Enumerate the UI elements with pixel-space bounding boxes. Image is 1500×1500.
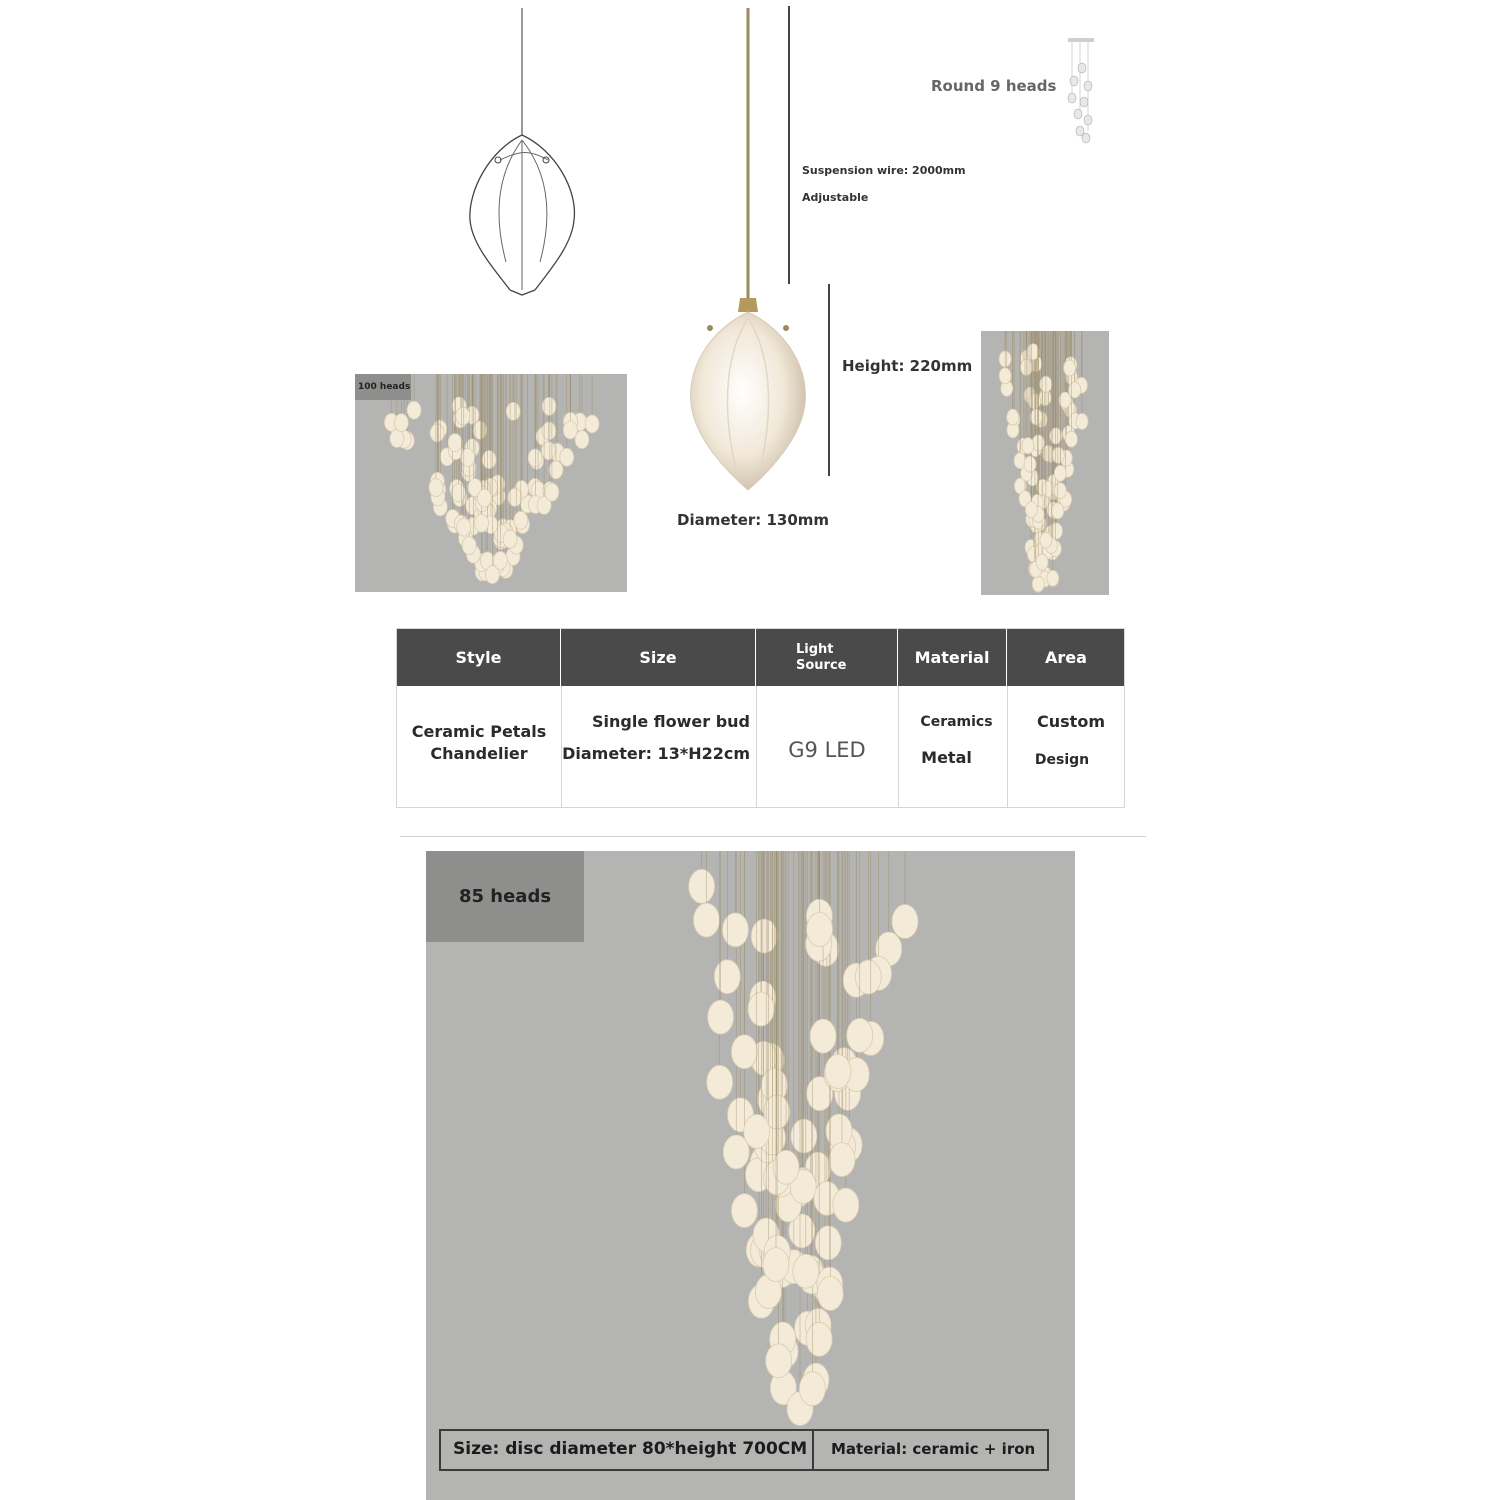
material-line-2: Metal [921, 748, 972, 767]
header-material: Material [898, 629, 1007, 686]
heads-badge: 85 heads [426, 851, 584, 942]
ceramic-bud [744, 1114, 770, 1148]
ceramic-bud [1022, 438, 1034, 454]
header-style: Style [397, 629, 561, 686]
ceramic-bud [475, 514, 489, 532]
ceramic-bud [825, 1055, 851, 1089]
area-line-2: Design [1034, 752, 1090, 768]
ceramic-bud [1032, 576, 1044, 592]
round-9-heads-thumbnail [1060, 36, 1100, 144]
ceramic-bud [722, 913, 748, 947]
hundred-heads-badge: 100 heads [355, 374, 411, 400]
ceramic-bud [1052, 503, 1064, 519]
ceramic-bud [1051, 523, 1063, 539]
ceramic-bud [461, 448, 475, 466]
ceramic-bud [457, 518, 471, 536]
ceramic-bud [1065, 431, 1077, 447]
ceramic-bud [799, 1372, 825, 1406]
style-value: Ceramic Petals Chandelier [411, 722, 547, 763]
ceramic-bud [763, 1248, 789, 1282]
tall-cluster [981, 331, 1109, 595]
spec-table-header [397, 629, 1124, 686]
ceramic-bud [807, 913, 833, 947]
ceramic-bud [731, 1035, 757, 1069]
ceramic-bud [448, 434, 462, 452]
pendant-outline-drawing [460, 0, 590, 300]
ceramic-bud [708, 1000, 734, 1034]
ceramic-bud [1052, 447, 1064, 463]
ceramic-bud [693, 903, 719, 937]
ceramic-bud [847, 1018, 873, 1052]
ceramic-bud [707, 1065, 733, 1099]
spec-table [396, 628, 1125, 808]
ceramic-bud [1030, 409, 1042, 425]
height-dimension-line [828, 284, 830, 476]
ceramic-bud [528, 449, 542, 467]
ceramic-bud [689, 869, 715, 903]
ceramic-bud [714, 960, 740, 994]
ceramic-bud [829, 1143, 855, 1177]
ceramic-bud [791, 1119, 817, 1153]
ceramic-bud [1040, 532, 1052, 548]
light-source-value: G9 LED [788, 738, 866, 762]
ceramic-bud [817, 1276, 843, 1310]
adjustable-label: Adjustable [802, 191, 869, 204]
suspension-wire-label: Suspension wire: 2000mm [802, 164, 966, 177]
ceramic-bud [390, 429, 404, 447]
section-divider [400, 836, 1146, 837]
header-area: Area [1045, 648, 1087, 667]
area-line-1: Custom [1037, 712, 1105, 731]
large-cluster [426, 851, 1075, 1500]
ceramic-bud [1025, 502, 1037, 518]
ceramic-bud [394, 414, 408, 432]
ceramic-bud [451, 484, 465, 502]
suspension-dimension-line [788, 6, 790, 284]
ceramic-bud [545, 483, 559, 501]
pendant-photo [670, 0, 830, 500]
ceramic-bud [1064, 360, 1076, 376]
column-divider [1007, 686, 1008, 808]
ceramic-bud [1054, 465, 1066, 481]
ceramic-bud [855, 960, 881, 994]
round-9-heads-label: Round 9 heads [931, 77, 1057, 95]
ceramic-bud [1042, 481, 1054, 497]
ceramic-bud [793, 1254, 819, 1288]
ceramic-bud [560, 448, 574, 466]
hundred-heads-cluster [355, 374, 627, 592]
ceramic-bud [456, 407, 470, 425]
ceramic-bud [999, 368, 1011, 384]
ceramic-bud [542, 442, 556, 460]
ceramic-bud [810, 1019, 836, 1053]
ceramic-bud [751, 919, 777, 953]
ceramic-bud [1036, 554, 1048, 570]
feature-material-text: Material: ceramic + iron [831, 1440, 1036, 1458]
ceramic-bud [477, 489, 491, 507]
ceramic-bud [1069, 382, 1081, 398]
ceramic-bud [1054, 483, 1066, 499]
ceramic-bud [493, 551, 507, 569]
ceramic-bud [585, 415, 599, 433]
ceramic-bud [563, 421, 577, 439]
size-line-2: Diameter: 13*H22cm [562, 744, 750, 763]
info-bar-divider [812, 1431, 814, 1469]
ceramic-bud [514, 511, 528, 529]
size-line-1: Single flower bud [592, 712, 750, 731]
ceramic-bud [407, 401, 421, 419]
ceramic-bud [462, 537, 476, 555]
hundred-heads-photo [355, 374, 627, 592]
feature-info-bar [439, 1429, 1049, 1471]
header-light-source: Light Source [756, 629, 898, 686]
ceramic-bud [1047, 570, 1059, 586]
ceramic-bud [429, 479, 443, 497]
ceramic-bud [1076, 413, 1088, 429]
ceramic-bud [503, 530, 517, 548]
material-line-1: Ceramics [920, 714, 993, 730]
feature-size-text: Size: disc diameter 80*height 700CM [453, 1439, 808, 1459]
diameter-label: Diameter: 130mm [677, 511, 830, 529]
ceramic-bud [506, 402, 520, 420]
ceramic-bud [806, 1322, 832, 1356]
ceramic-bud [833, 1188, 859, 1222]
height-label: Height: 220mm [842, 357, 973, 375]
ceramic-bud [549, 461, 563, 479]
header-size: Size [561, 629, 756, 686]
ceramic-bud [748, 992, 774, 1026]
ceramic-bud [1024, 456, 1036, 472]
ceramic-bud [766, 1344, 792, 1378]
ceramic-bud [892, 904, 918, 938]
feature-photo-85-heads [426, 851, 1075, 1500]
tall-cluster-photo [981, 331, 1109, 595]
ceramic-bud [731, 1194, 757, 1228]
ceramic-bud [1059, 392, 1071, 408]
ceramic-bud [1007, 409, 1019, 425]
